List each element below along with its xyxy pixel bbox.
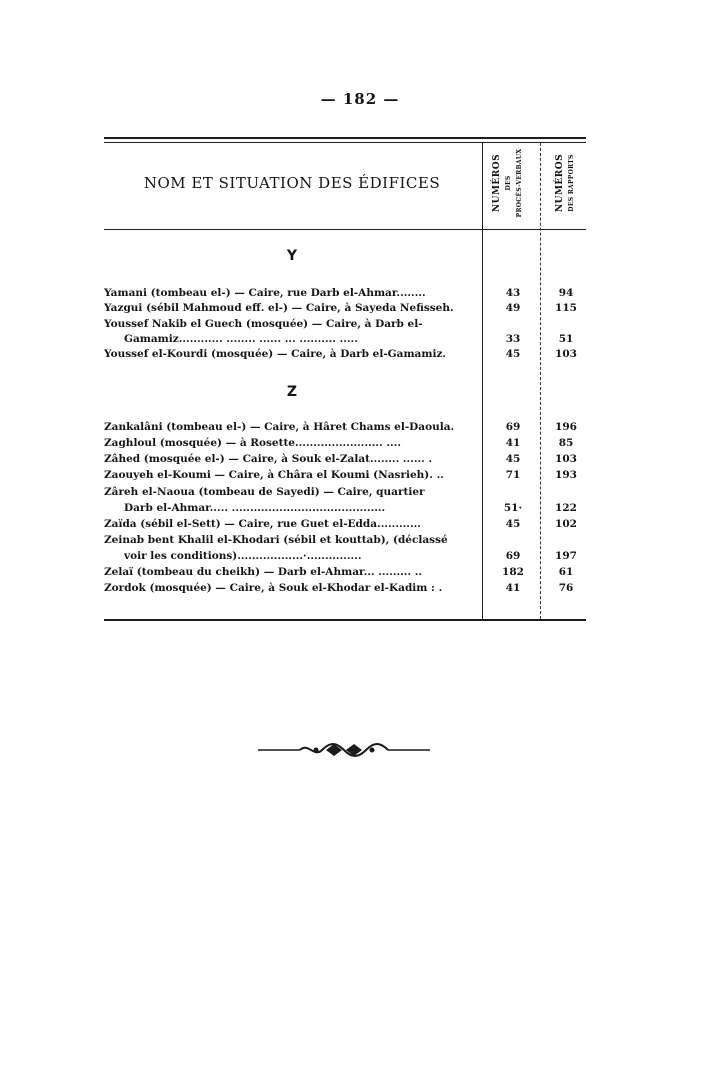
section-letter-z: Z — [286, 384, 298, 400]
edifice-name: Yamani (tombeau el-) — Caire, rue Darb el-Ahmar........ — [104, 287, 426, 299]
rapport-number: 103 — [555, 453, 577, 465]
table-row — [0, 581, 720, 596]
rapport-number: 76 — [558, 582, 574, 594]
column-header-pv-line1: NUMÉROS — [492, 153, 502, 213]
rapport-number: 51 — [558, 333, 574, 345]
edifice-name: Yazgui (sébil Mahmoud eff. el-) — Caire, à Sayeda Nefisseh. — [104, 302, 454, 314]
edifice-name: voir les conditions)..................·............... — [124, 550, 362, 562]
table-row — [0, 517, 720, 532]
edifice-name: Zordok (mosquée) — Caire, à Souk el-Khodar el-Kadim : . — [104, 582, 443, 594]
rapport-number: 102 — [555, 518, 577, 530]
column-header-pv-line3: PROCÈS-VERBAUX — [516, 148, 523, 218]
proces-verbal-number: 49 — [505, 302, 521, 314]
table-row — [0, 332, 720, 347]
edifice-name: Zaouyeh el-Koumi — Caire, à Châra el Koumi (Nasrieh). .. — [104, 469, 444, 481]
proces-verbal-number: 45 — [505, 453, 521, 465]
rapport-number: 94 — [558, 287, 574, 299]
table-row — [0, 549, 720, 564]
edifice-name: Zâhed (mosquée el-) — Caire, à Souk el-Zalat........ ...... . — [104, 453, 433, 465]
rapport-number: 61 — [558, 566, 574, 578]
column-header-rp-line1: NUMÉROS — [555, 153, 565, 213]
table-row — [0, 533, 720, 548]
table-row — [0, 468, 720, 483]
proces-verbal-number: 51· — [503, 502, 523, 514]
edifice-name: Youssef Nakib el Guech (mosquée) — Caire, à Darb el- — [104, 318, 423, 330]
rapport-number: 197 — [555, 550, 577, 562]
edifice-name: Gamamiz............ ........ ...... ... .......... ..... — [124, 333, 358, 345]
column-header-rapports — [555, 143, 577, 223]
table-row — [0, 565, 720, 580]
edifice-name: Zaghloul (mosquée) — à Rosette........................ .... — [104, 437, 401, 449]
table-row — [0, 301, 720, 316]
proces-verbal-number: 41 — [505, 437, 521, 449]
proces-verbal-number: 69 — [505, 550, 521, 562]
rapport-number: 85 — [558, 437, 574, 449]
ornament-divider — [256, 738, 432, 762]
edifice-name: Zankalâni (tombeau el-) — Caire, à Hâret Chams el-Daoula. — [104, 421, 455, 433]
table-row — [0, 286, 720, 301]
edifice-name: Zâreh el-Naoua (tombeau de Sayedi) — Caire, quartier — [104, 486, 425, 498]
column-header-rp-line2: DES RAPPORTS — [568, 154, 575, 212]
proces-verbal-number: 182 — [502, 566, 524, 578]
table-row — [0, 485, 720, 500]
edifice-name: Zaïda (sébil el-Sett) — Caire, rue Guet el-Edda............ — [104, 518, 421, 530]
table-row — [0, 347, 720, 362]
table-row — [0, 452, 720, 467]
table-row — [0, 436, 720, 451]
proces-verbal-number: 33 — [505, 333, 521, 345]
section-letter-y: Y — [286, 248, 298, 264]
rapport-number: 122 — [555, 502, 577, 514]
header-bottom-rule — [104, 229, 586, 230]
table-title: NOM ET SITUATION DES ÉDIFICES — [143, 174, 441, 192]
proces-verbal-number: 41 — [505, 582, 521, 594]
rapport-number: 103 — [555, 348, 577, 360]
bottom-rule — [104, 619, 586, 621]
edifice-name: Zelaï (tombeau du cheikh) — Darb el-Ahmar... ......... .. — [104, 566, 423, 578]
proces-verbal-number: 71 — [505, 469, 521, 481]
edifice-name: Zeinab bent Khalil el-Khodari (sébil et kouttab), (déclassé — [104, 534, 448, 546]
rapport-number: 115 — [555, 302, 577, 314]
edifice-name: Darb el-Ahmar..... .......................................... — [124, 502, 386, 514]
top-rule-thick — [104, 137, 586, 139]
column-header-pv-line2: DES — [505, 175, 512, 191]
proces-verbal-number: 45 — [505, 518, 521, 530]
page-number: — 182 — — [320, 90, 400, 108]
rapport-number: 193 — [555, 469, 577, 481]
proces-verbal-number: 45 — [505, 348, 521, 360]
rapport-number: 196 — [555, 421, 577, 433]
column-header-proces-verbaux — [492, 143, 522, 223]
table-row — [0, 501, 720, 516]
proces-verbal-number: 69 — [505, 421, 521, 433]
table-row — [0, 317, 720, 332]
table-row — [0, 420, 720, 435]
proces-verbal-number: 43 — [505, 287, 521, 299]
edifice-name: Youssef el-Kourdi (mosquée) — Caire, à Darb el-Gamamiz. — [104, 348, 447, 360]
